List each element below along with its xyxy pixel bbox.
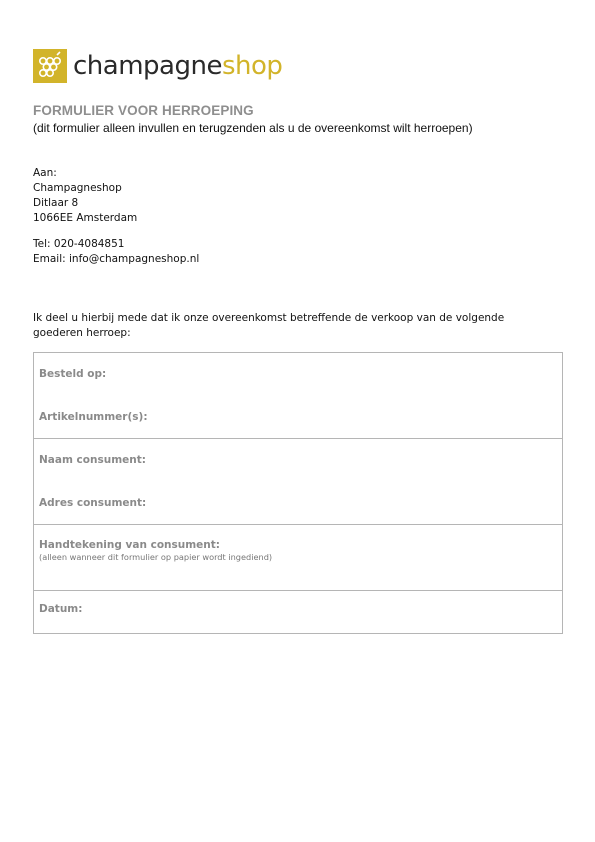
form-row-order xyxy=(34,353,562,439)
withdrawal-form xyxy=(33,352,563,634)
article-numbers-field[interactable]: Artikelnummer(s): xyxy=(39,411,148,423)
to-label: Aan: xyxy=(33,167,57,179)
street: Ditlaar 8 xyxy=(33,197,79,209)
recipient-address xyxy=(33,166,137,226)
logo xyxy=(33,48,282,84)
logo-text-dark: champagne xyxy=(73,51,222,81)
logo-text-gold: shop xyxy=(221,51,283,81)
page-subtitle: (dit formulier alleen invullen en terugzenden als u de overeenkomst wilt herroepen) xyxy=(33,121,473,135)
date-field[interactable]: Datum: xyxy=(39,603,83,615)
ordered-on-field[interactable]: Besteld op: xyxy=(39,368,107,380)
signature-field[interactable]: Handtekening van consument: xyxy=(39,539,221,551)
signature-note: (alleen wanneer dit formulier op papier wordt ingediend) xyxy=(39,552,273,562)
telephone: Tel: 020-4084851 xyxy=(33,238,125,250)
form-row-date xyxy=(34,591,562,633)
email: Email: info@champagneshop.nl xyxy=(33,253,200,265)
grape-cluster-icon xyxy=(33,49,67,83)
city: 1066EE Amsterdam xyxy=(33,212,138,224)
contact-info xyxy=(33,237,199,267)
consumer-name-field[interactable]: Naam consument: xyxy=(39,454,146,466)
company-name: Champagneshop xyxy=(33,182,122,194)
form-row-signature xyxy=(34,525,562,591)
intro-text: Ik deel u hierbij mede dat ik onze overeenkomst betreffende de verkoop van de volgende goederen herroep: xyxy=(33,312,505,339)
logo-wordmark xyxy=(73,48,282,84)
consumer-address-field[interactable]: Adres consument: xyxy=(39,497,147,509)
form-row-consumer xyxy=(34,439,562,525)
page-title: FORMULIER VOOR HERROEPING xyxy=(33,103,254,118)
